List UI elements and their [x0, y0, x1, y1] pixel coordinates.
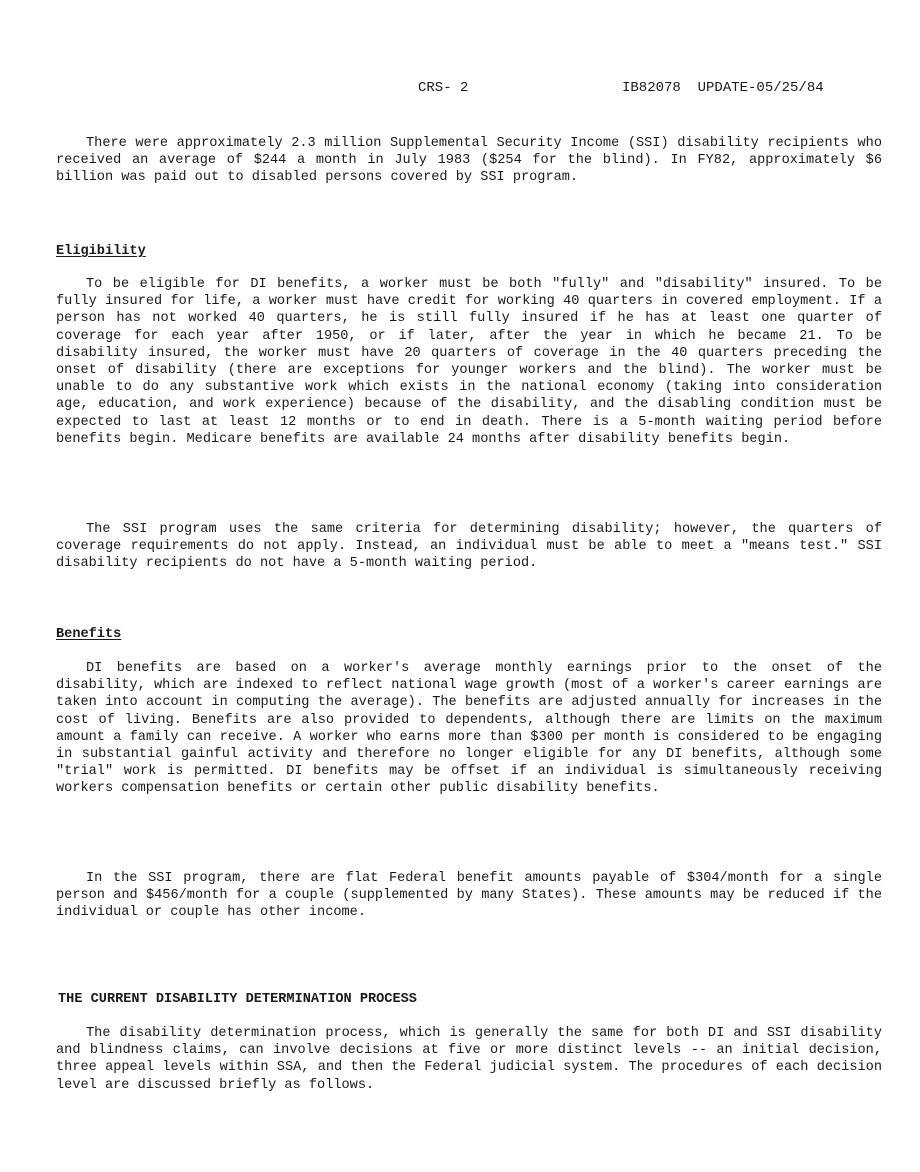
- benefits-heading: Benefits: [56, 627, 122, 642]
- benefits-paragraph-2: In the SSI program, there are flat Federal benefit amounts payable of $304/month for a single person and $456/month for a couple (supplemented by many States). These amounts may be reduced if the individual or couple has other income.: [56, 871, 882, 921]
- process-heading: THE CURRENT DISABILITY DETERMINATION PROCESS: [58, 992, 417, 1007]
- eligibility-paragraph-2: The SSI program uses the same criteria for determining disability; however, the quarters of coverage requirements do not apply. Instead, an individual must be able to meet a "means test." SSI disability recipients do not have a 5-month waiting period.: [56, 522, 882, 572]
- page-number-label: CRS- 2: [418, 80, 469, 96]
- document-id-label: IB82078 UPDATE-05/25/84: [622, 80, 824, 96]
- benefits-paragraph-1: DI benefits are based on a worker's average monthly earnings prior to the onset of the disability, which are indexed to reflect national wage growth (most of a worker's career earnings are taken into account in computing the average). The benefits are adjusted annually for increases in the cost of living. Benefits are also provided to dependents, although there are limits on the maximum amount a family can receive. A worker who earns more than $300 per month is considered to be engaging in substantial gainful activity and therefore no longer eligible for any DI benefits, although some "trial" work is permitted. DI benefits may be offset if an individual is simultaneously receiving workers compensation benefits or certain other public disability benefits.: [56, 661, 882, 797]
- process-paragraph: The disability determination process, which is generally the same for both DI and SSI disability and blindness claims, can involve decisions at five or more distinct levels -- an initial decision, three appeal levels within SSA, and then the Federal judicial system. The procedures of each decision level are discussed briefly as follows.: [56, 1026, 882, 1093]
- eligibility-paragraph-1: To be eligible for DI benefits, a worker must be both "fully" and "disability" insured. To be fully insured for life, a worker must have credit for working 40 quarters in covered employment. If a person has not worked 40 quarters, he is still fully insured if he has at least one quarter of coverage for each year after 1950, or if later, after the year in which he became 21. To be disability insured, the worker must have 20 quarters of coverage in the 40 quarters preceding the onset of disability (there are exceptions for younger workers and the blind). The worker must be unable to do any substantive work which exists in the national economy (taking into consideration age, education, and work experience) because of the disability, and the disabling condition must be expected to last at least 12 months or to end in death. There is a 5-month waiting period before benefits begin. Medicare benefits are available 24 months after disability benefits begin.: [56, 277, 882, 447]
- intro-paragraph: There were approximately 2.3 million Supplemental Security Income (SSI) disability recipients who received an average of $244 a month in July 1983 ($254 for the blind). In FY82, approximately $6 billion was paid out to disabled persons covered by SSI program.: [56, 136, 882, 186]
- eligibility-heading: Eligibility: [56, 244, 146, 259]
